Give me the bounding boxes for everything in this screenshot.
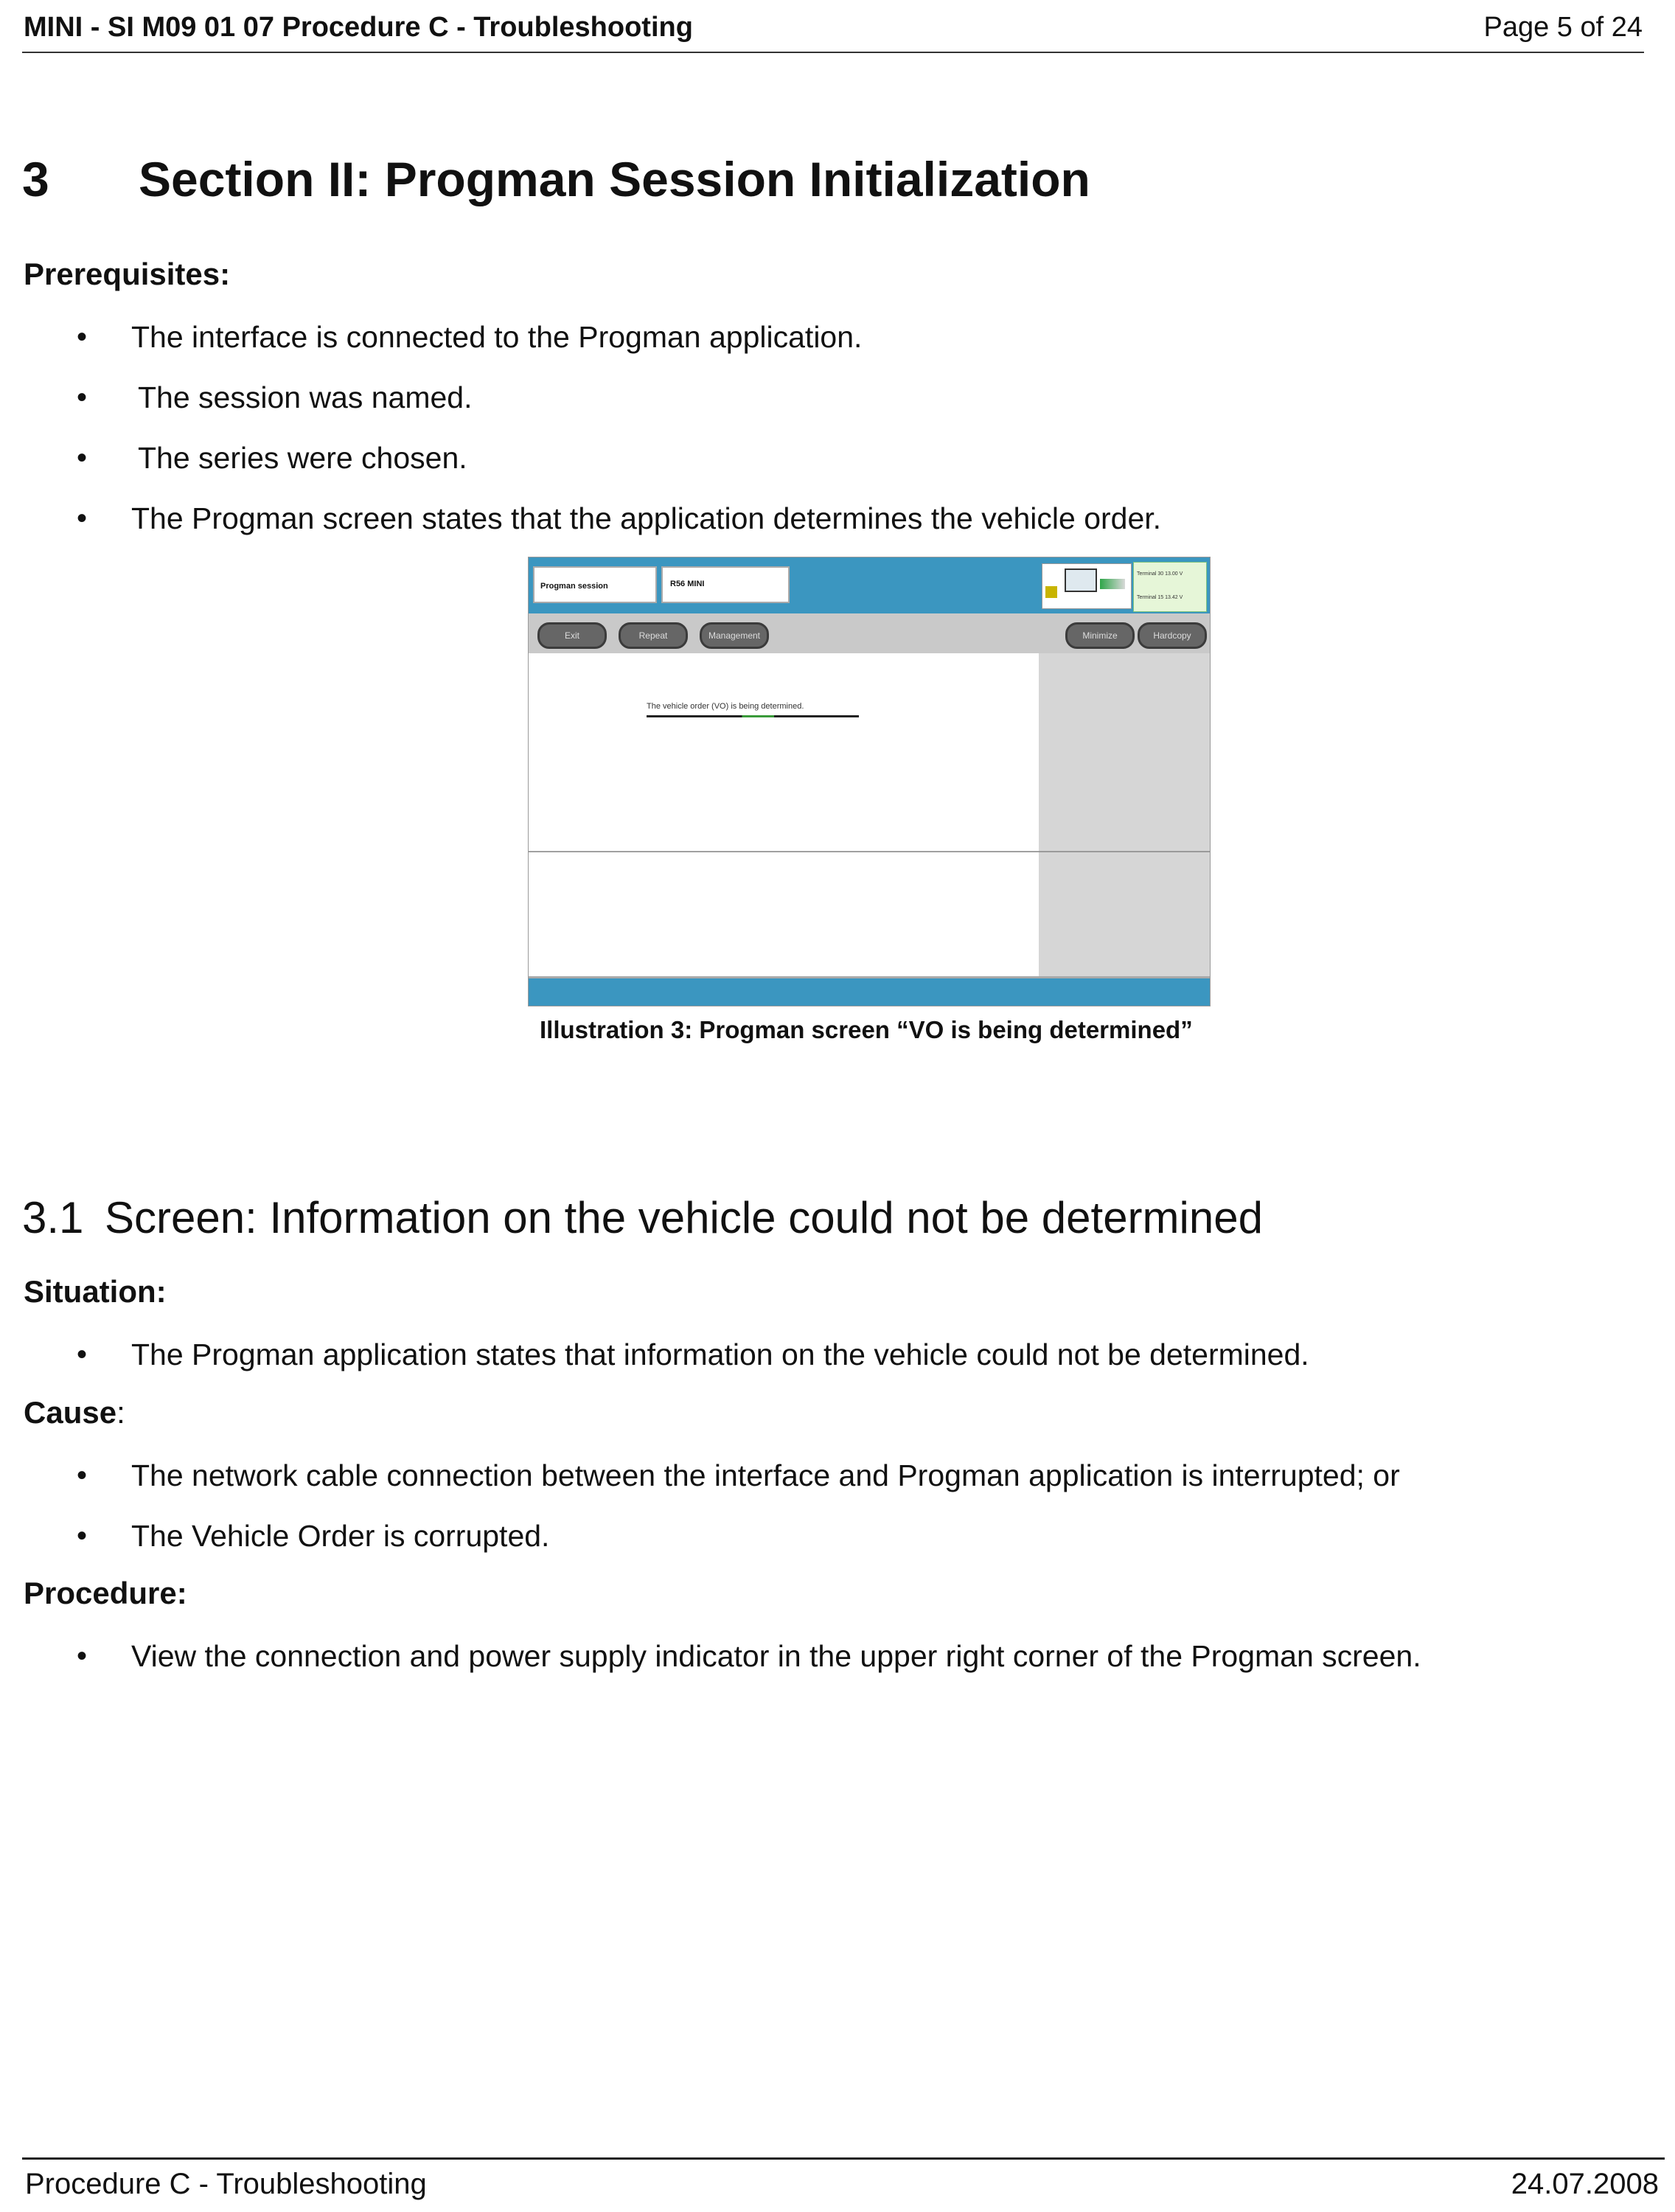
signal-icon [1100, 579, 1125, 589]
content-divider [529, 851, 1039, 852]
bullet: • [77, 1640, 88, 1672]
list-item: • The interface is connected to the Progman application. [0, 307, 1675, 367]
prerequisites-list [0, 307, 1675, 549]
list-item: • The network cable connection between the interface and Progman application is interrupted; or [0, 1445, 1675, 1506]
list-item: • The Vehicle Order is corrupted. [0, 1506, 1675, 1566]
progman-screenshot [528, 557, 1211, 1006]
status-message: The vehicle order (VO) is being determined. [647, 702, 804, 711]
repeat-button[interactable]: Repeat [619, 622, 688, 649]
footer-title: Procedure C - Troubleshooting [25, 2168, 427, 2200]
cause-label: Cause: [24, 1395, 125, 1430]
subsection-title: Screen: Information on the vehicle could not be determined [105, 1193, 1263, 1242]
situation-label: Situation: [24, 1274, 167, 1309]
figure-caption: Illustration 3: Progman screen “VO is being determined” [540, 1016, 1193, 1043]
page-number: Page 5 of 24 [1483, 12, 1643, 43]
subsection-heading [22, 1192, 1263, 1243]
list-item: • View the connection and power supply indicator in the upper right corner of the Progman screen. [0, 1626, 1675, 1686]
list-item: • The Progman application states that information on the vehicle could not be determined. [0, 1324, 1675, 1385]
progman-button-bar [529, 613, 1210, 653]
bullet: • [77, 1520, 88, 1552]
interface-device-icon [1065, 568, 1097, 592]
plug-icon [1045, 586, 1057, 598]
bullet: • [77, 502, 88, 535]
terminal-30-reading: Terminal 30 13.00 V [1137, 571, 1183, 577]
prerequisites-label: Prerequisites: [24, 257, 231, 291]
connection-indicator [1042, 563, 1132, 609]
list-item: • The series were chosen. [0, 428, 1675, 488]
section-heading [22, 151, 1090, 207]
section-title: Section II: Progman Session Initialization [139, 152, 1090, 206]
list-item: • The Progman screen states that the application determines the vehicle order. [0, 488, 1675, 549]
bullet: • [77, 442, 88, 474]
voltage-indicator [1133, 562, 1207, 612]
exit-button[interactable]: Exit [537, 622, 607, 649]
subsection-number: 3.1 [22, 1193, 84, 1242]
header-title: MINI - SI M09 01 07 Procedure C - Troubleshooting [24, 12, 693, 43]
progman-side-panel [1039, 653, 1210, 976]
bullet: • [77, 381, 88, 414]
vehicle-box: R56 MINI [661, 566, 790, 603]
header-rule [22, 52, 1644, 53]
cause-list [0, 1445, 1675, 1566]
hardcopy-button[interactable]: Hardcopy [1138, 622, 1207, 649]
procedure-list [0, 1626, 1675, 1686]
list-item: • The session was named. [0, 367, 1675, 428]
session-label-box: Progman session [533, 566, 657, 603]
bullet: • [77, 1338, 88, 1371]
footer-date: 24.07.2008 [1511, 2168, 1659, 2200]
progress-line [647, 715, 859, 717]
terminal-15-reading: Terminal 15 13.42 V [1137, 595, 1183, 600]
progman-bottom-bar [529, 976, 1210, 1006]
management-button[interactable]: Management [700, 622, 769, 649]
situation-list [0, 1324, 1675, 1385]
section-number: 3 [22, 152, 49, 206]
procedure-label: Procedure: [24, 1576, 187, 1610]
footer-rule [22, 2157, 1665, 2160]
bullet: • [77, 321, 88, 353]
bullet: • [77, 1459, 88, 1492]
minimize-button[interactable]: Minimize [1065, 622, 1135, 649]
side-divider [1039, 851, 1210, 852]
